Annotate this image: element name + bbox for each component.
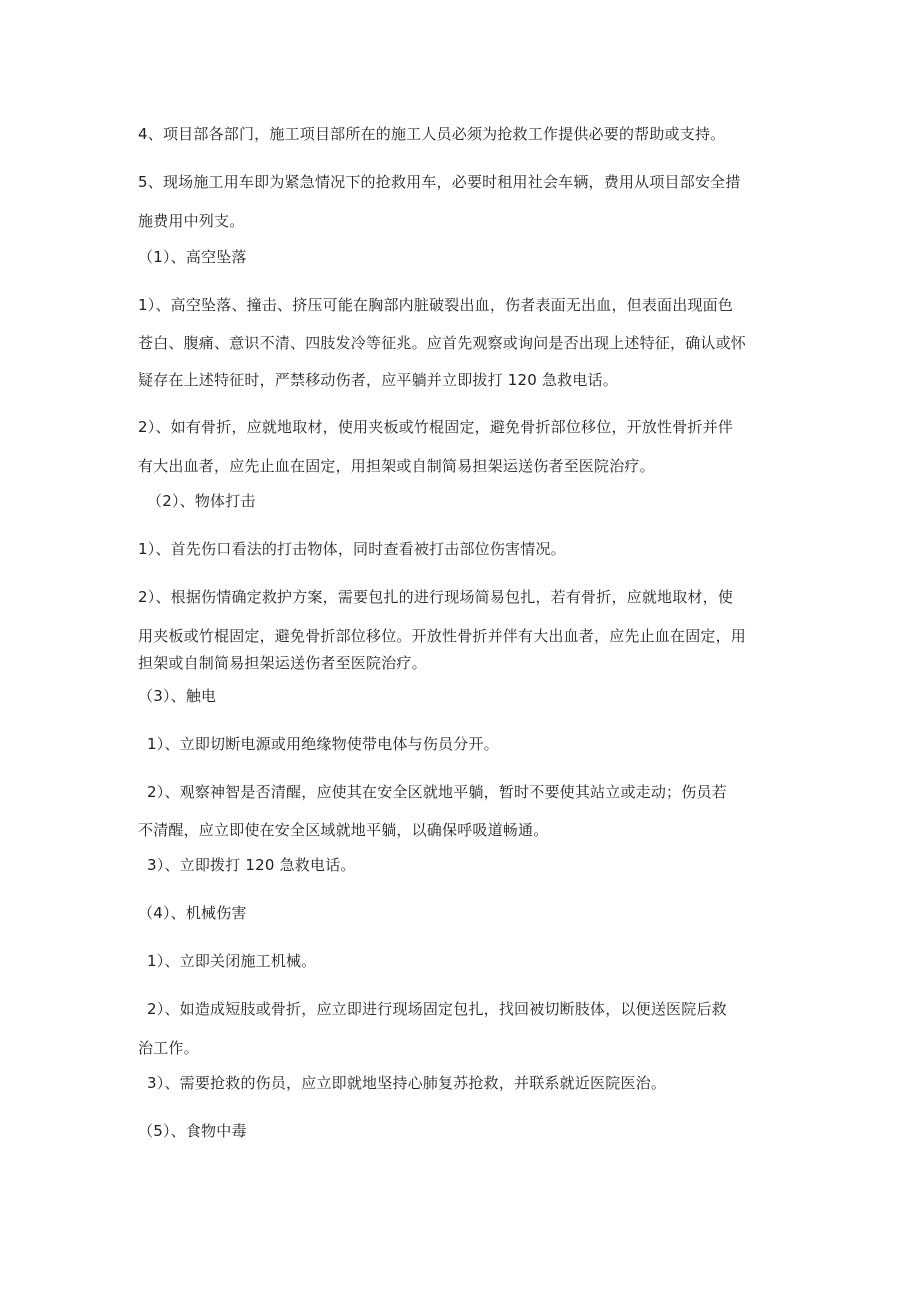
section-heading-mechanical-injury: （4）、机械伤害 bbox=[138, 904, 247, 922]
paragraph-item-5-cont: 施费用中列支。 bbox=[138, 212, 245, 230]
fall-step-1-cont: 疑存在上述特征时，严禁移动伤者，应平躺并立即拔打 120 急救电话。 bbox=[138, 371, 618, 389]
strike-step-2-cont: 用夹板或竹棍固定，避免骨折部位移位。开放性骨折并伴有大出血者，应先止血在固定，用 bbox=[138, 627, 747, 645]
mechanical-step-1: 1）、立即关闭施工机械。 bbox=[147, 952, 317, 970]
paragraph-item-4: 4、项目部各部门，施工项目部所在的施工人员必须为抢救工作提供必要的帮助或支持。 bbox=[138, 125, 726, 143]
fall-step-2-cont: 有大出血者，应先止血在固定，用担架或自制简易担架运送伤者至医院治疗。 bbox=[138, 457, 655, 475]
fall-step-2: 2）、如有骨折，应就地取材，使用夹板或竹棍固定，避免骨折部位移位，开放性骨折并伴 bbox=[138, 418, 734, 436]
shock-step-2: 2）、观察神智是否清醒，应使其在安全区就地平躺，暂时不要使其站立或走动；伤员若 bbox=[147, 783, 727, 801]
fall-step-1: 1）、高空坠落、撞击、挤压可能在胸部内脏破裂出血，伤者表面无出血，但表面出现面色 bbox=[138, 296, 734, 314]
section-heading-object-strike: （2）、物体打击 bbox=[147, 492, 256, 510]
mechanical-step-3: 3）、需要抢救的伤员，应立即就地坚持心肺复苏抢救，并联系就近医院医治。 bbox=[147, 1074, 667, 1092]
strike-step-2-cont: 担架或自制简易担架运送伤者至医院治疗。 bbox=[138, 654, 427, 672]
shock-step-3: 3）、立即拨打 120 急救电话。 bbox=[147, 856, 356, 874]
shock-step-1: 1）、立即切断电源或用绝缘物使带电体与伤员分开。 bbox=[147, 735, 499, 753]
section-heading-food-poisoning: （5）、食物中毒 bbox=[138, 1122, 247, 1140]
paragraph-item-5: 5、现场施工用车即为紧急情况下的抢救用车，必要时租用社会车辆，费用从项目部安全措 bbox=[138, 173, 741, 191]
section-heading-fall: （1）、高空坠落 bbox=[138, 248, 247, 266]
mechanical-step-2-cont: 治工作。 bbox=[138, 1039, 199, 1057]
strike-step-2: 2）、根据伤情确定救护方案，需要包扎的进行现场简易包扎，若有骨折，应就地取材，使 bbox=[138, 588, 734, 606]
shock-step-2-cont: 不清醒，应立即使在安全区域就地平躺，以确保呼吸道畅通。 bbox=[138, 821, 549, 839]
strike-step-1: 1）、首先伤口看法的打击物体，同时查看被打击部位伤害情况。 bbox=[138, 540, 566, 558]
section-heading-electric-shock: （3）、触电 bbox=[138, 687, 217, 705]
fall-step-1-cont: 苍白、腹痛、意识不清、四肢发冷等征兆。应首先观察或询问是否出现上述特征，确认或怀 bbox=[138, 334, 747, 352]
mechanical-step-2: 2）、如造成短肢或骨折，应立即进行现场固定包扎，找回被切断肢体，以便送医院后救 bbox=[147, 1000, 727, 1018]
